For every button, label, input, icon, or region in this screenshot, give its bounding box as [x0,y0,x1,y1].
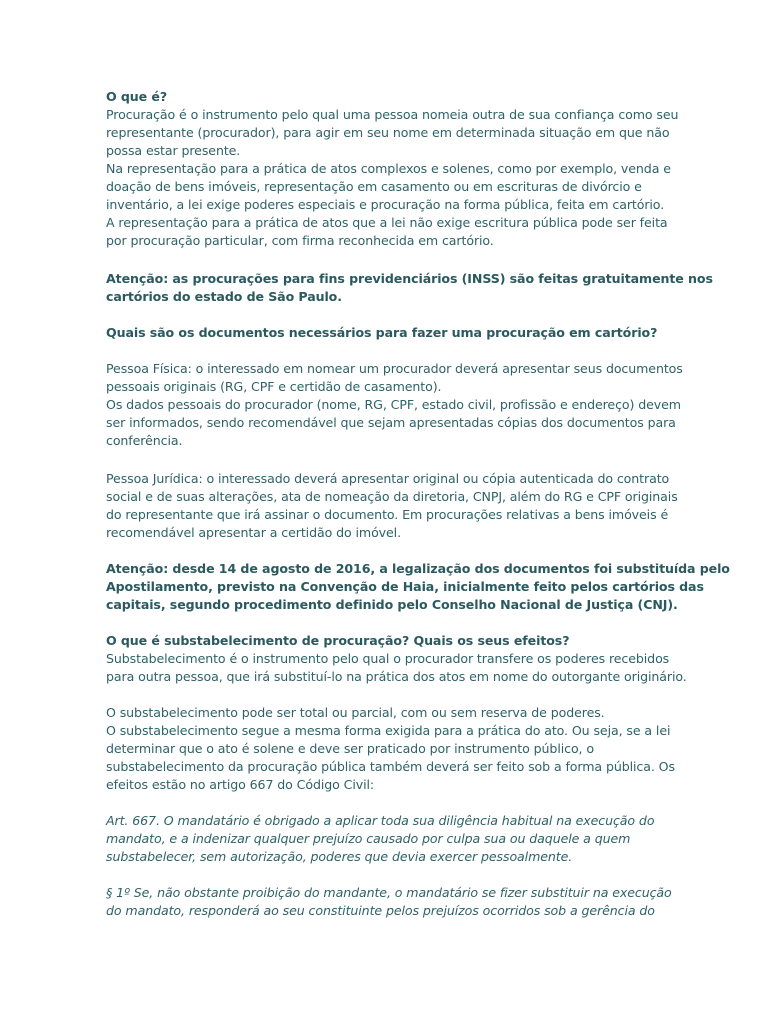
text-line: recomendável apresentar a certidão do imóvel. [106,525,401,540]
section-substabelecimento-tipos [106,704,675,794]
text-line: O que é substabelecimento de procuração? Quais os seus efeitos? [106,633,570,648]
text-line: efeitos estão no artigo 667 do Código Civil: [106,777,375,792]
text-line: O substabelecimento segue a mesma forma exigida para a prática do ato. Ou seja, se a lei [106,723,671,738]
text-line: ser informados, sendo recomendável que sejam apresentadas cópias dos documentos para [106,415,676,430]
text-line: Apostilamento, previsto na Convenção de Haia, inicialmente feito pelos cartórios das [106,579,704,594]
text-line: A representação para a prática de atos que a lei não exige escritura pública pode ser feita [106,215,668,230]
text-line: representante (procurador), para agir em seu nome em determinada situação em que não [106,125,670,140]
text-line: cartórios do estado de São Paulo. [106,289,342,304]
text-line: por procuração particular, com firma reconhecida em cartório. [106,233,494,248]
section-atencao-apostilamento [106,560,730,614]
text-line: doação de bens imóveis, representação em casamento ou em escrituras de divórcio e [106,179,642,194]
text-line: O substabelecimento pode ser total ou parcial, com ou sem reserva de poderes. [106,705,605,720]
text-line: possa estar presente. [106,143,241,158]
text-line: substabelecimento da procuração pública também deverá ser feito sob a forma pública. Os [106,759,675,774]
text-line: Atenção: desde 14 de agosto de 2016, a legalização dos documentos foi substituída pelo [106,561,730,576]
text-line: capitais, segundo procedimento definido pelo Conselho Nacional de Justiça (CNJ). [106,597,678,612]
section-pessoa-juridica [106,470,678,542]
text-line: Pessoa Física: o interessado em nomear um procurador deverá apresentar seus documentos [106,361,683,376]
section-substabelecimento-titulo [106,632,666,650]
section-pessoa-fisica [106,360,683,450]
text-line: determinar que o ato é solene e deve ser praticado por instrumento público, o [106,741,594,756]
text-line: § 1º Se, não obstante proibição do mandante, o mandatário se fizer substituir na execução [106,885,672,900]
text-line: pessoais originais (RG, CPF e certidão de casamento). [106,379,442,394]
section-atencao-inss [106,270,713,306]
section-substabelecimento-def [106,650,687,686]
text-line: Na representação para a prática de atos complexos e solenes, como por exemplo, venda e [106,161,671,176]
section-paragrafo-1 [106,884,672,920]
section-intro [106,106,679,250]
text-line: mandato, e a indenizar qualquer prejuízo causado por culpa sua ou daquele a quem [106,831,631,846]
section-art-667 [106,812,666,866]
text-line: Atenção: as procurações para fins previdenciários (INSS) são feitas gratuitamente nos [106,271,713,286]
text-line: Os dados pessoais do procurador (nome, RG, CPF, estado civil, profissão e endereço) devem [106,397,681,412]
section-documentos-titulo [106,324,666,342]
text-line: substabelecer, sem autorização, poderes que devia exercer pessoalmente. [106,849,573,864]
text-line: para outra pessoa, que irá substituí-lo na prática dos atos em nome do outorgante originário. [106,669,687,684]
text-line: Art. 667. O mandatário é obrigado a aplicar toda sua diligência habitual na execução do [106,813,655,828]
text-line: inventário, a lei exige poderes especiais e procuração na forma pública, feita em cartório. [106,197,665,212]
text-line: social e de suas alterações, ata de nomeação da diretoria, CNPJ, além do RG e CPF originais [106,489,678,504]
text-line: Substabelecimento é o instrumento pelo qual o procurador transfere os poderes recebidos [106,651,670,666]
section-o-que-e [106,88,666,106]
text-line: do representante que irá assinar o documento. Em procurações relativas a bens imóveis é [106,507,669,522]
text-line: O que é? [106,89,168,104]
text-line: Quais são os documentos necessários para fazer uma procuração em cartório? [106,325,658,340]
text-line: do mandato, responderá ao seu constituinte pelos prejuízos ocorridos sob a gerência do [106,903,655,918]
text-line: Pessoa Jurídica: o interessado deverá apresentar original ou cópia autenticada do contrato [106,471,670,486]
text-line: Procuração é o instrumento pelo qual uma pessoa nomeia outra de sua confiança como seu [106,107,679,122]
text-line: conferência. [106,433,183,448]
